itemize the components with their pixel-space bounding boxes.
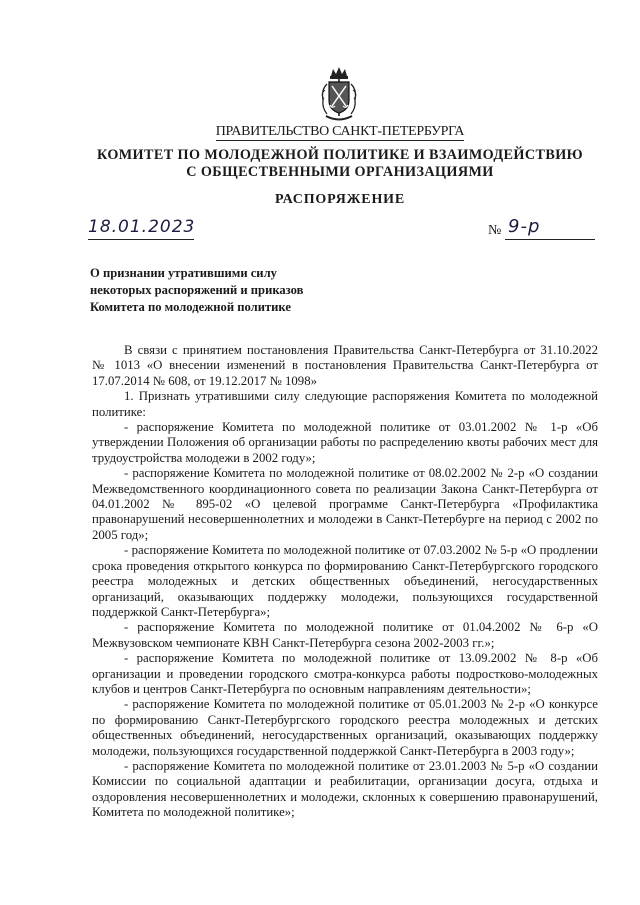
paragraph: - распоряжение Комитета по молодежной политике от 07.03.2002 № 5-р «О продлении срока проведения открытого конкурса по формированию Санкт-Петербургского городского реестра молодежных и детских общественных объединений, негосударственных организаций, оказывающих поддержку молодежи, пользующихся государственной поддержкой Санкт-Петербурга»; (92, 543, 598, 619)
document-subject (90, 265, 390, 316)
committee-line-1: КОМИТЕТ ПО МОЛОДЕЖНОЙ ПОЛИТИКЕ И ВЗАИМОДЕЙСТВИЮ (96, 147, 583, 163)
paragraph: - распоряжение Комитета по молодежной политике от 13.09.2002 № 8-р «Об организации и проведении городского смотра-конкурса работы подростково-молодежных клубов и центров Санкт-Петербурга по основным направлениям деятельности»; (92, 651, 598, 696)
date-underline (88, 239, 194, 240)
number-underline (505, 239, 595, 240)
paragraph: - распоряжение Комитета по молодежной политике от 03.01.2002 № 1-р «Об утверждении Положения об организации работы по распределению квоты рабочих мест для трудоустройства молодежи в 2002 году»; (92, 420, 598, 465)
subject-line-2: некоторых распоряжений и приказов (90, 283, 304, 297)
government-name: ПРАВИТЕЛЬСТВО САНКТ-ПЕТЕРБУРГА (215, 124, 465, 139)
paragraph: - распоряжение Комитета по молодежной политике от 08.02.2002 № 2-р «О создании Межведомственного координационного совета по реализации Закона Санкт-Петербурга от 04.01.2002 № 895-02 «О целевой программе Санкт-Петербурга «Профилактика правонарушений несовершеннолетних и молодежи в Санкт-Петербурге на период с 2002 по 2005 год»; (92, 466, 598, 542)
paragraph: - распоряжение Комитета по молодежной политике от 05.01.2003 № 2-р «О конкурсе по формированию Санкт-Петербургского городского реестра молодежных и детских общественных объединений, негосударственных организаций, оказывающих поддержку молодежи, пользующихся государственной поддержкой Санкт-Петербурга в 2003 году»; (92, 697, 598, 758)
subject-line-1: О признании утратившими силу (90, 266, 277, 280)
number-label: № (488, 223, 502, 238)
paragraph: - распоряжение Комитета по молодежной политике от 23.01.2003 № 5-р «О создании Комиссии по социальной адаптации и реабилитации, организации досуга, отдыха и оздоровления несовершеннолетних и молодежи, склонных к совершению правонарушений, Комитета по молодежной политике»; (92, 758, 598, 820)
document-number: 9-р (508, 216, 541, 237)
committee-line-2: С ОБЩЕСТВЕННЫМИ ОРГАНИЗАЦИЯМИ (186, 164, 494, 180)
document-type: РАСПОРЯЖЕНИЕ (275, 192, 405, 207)
document-date: 18.01.2023 (88, 217, 196, 237)
paragraph: - распоряжение Комитета по молодежной политике от 01.04.2002 № 6-р «О Межвузовском чемпионате КВН Санкт-Петербурга сезона 2002-2003 гг.»; (92, 620, 598, 650)
paragraph: 1. Признать утратившими силу следующие распоряжения Комитета по молодежной политике: (92, 389, 598, 419)
paragraph: В связи с принятием постановления Правительства Санкт-Петербурга от 31.10.2022 № 1013 «О внесении изменений в постановления Правительства Санкт-Петербурга от 17.07.2014 № 608, от 19.12.2017 № 1098» (92, 343, 598, 388)
committee-name (0, 147, 640, 181)
saint-petersburg-coat-of-arms-icon (317, 66, 361, 124)
subject-line-3: Комитета по молодежной политике (90, 300, 291, 314)
document-body (92, 343, 598, 821)
